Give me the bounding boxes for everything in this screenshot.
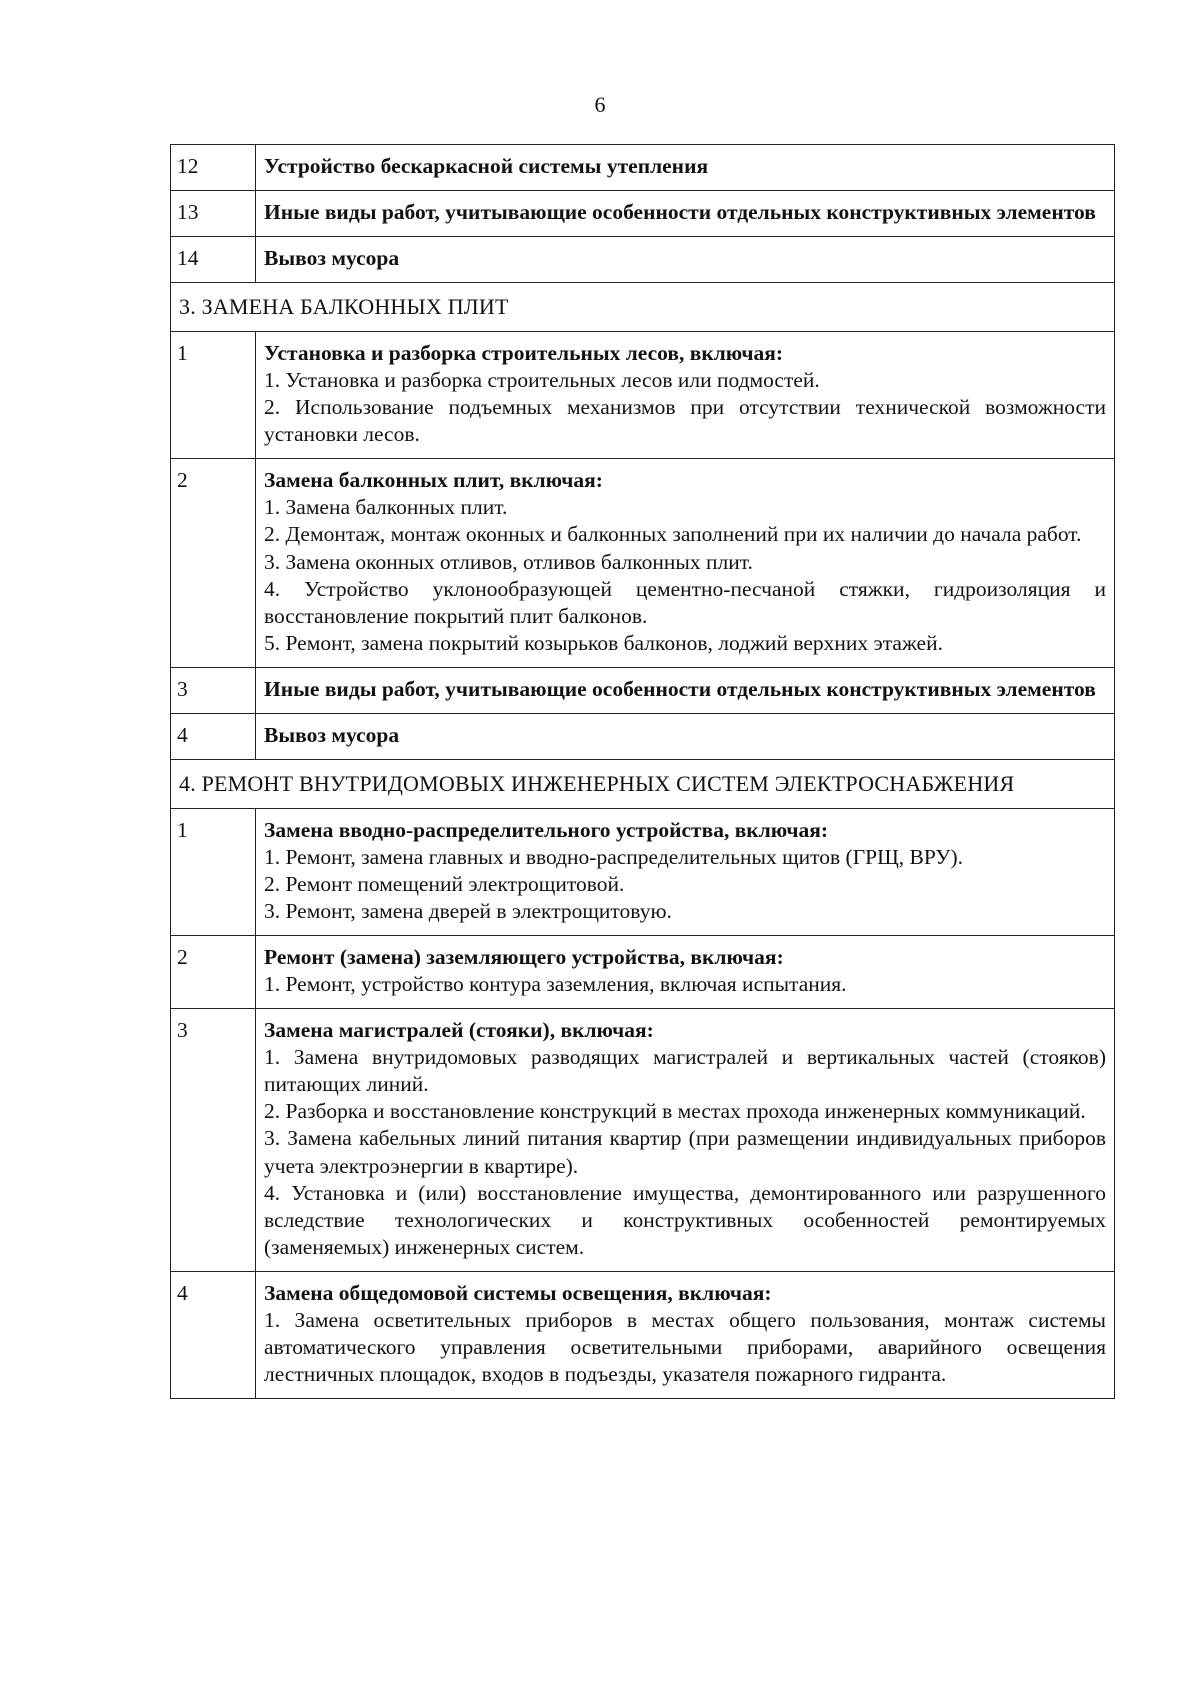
- work-sub-item: 4. Установка и (или) восстановление имущества, демонтированного или разрушенного вследствие технологических и конструктивных особенностей ремонтируемых (заменяемых) инженерных систем.: [264, 1180, 1106, 1259]
- row-number: 2: [171, 459, 256, 668]
- row-number: 13: [171, 191, 256, 237]
- row-number: 1: [171, 331, 256, 458]
- work-heading: Ремонт (замена) заземляющего устройства, включая:: [264, 945, 784, 969]
- table-row: [171, 936, 1115, 1009]
- table-row: [171, 237, 1115, 283]
- row-content: [256, 191, 1115, 237]
- row-content: [256, 713, 1115, 759]
- work-sub-item: 2. Использование подъемных механизмов при отсутствии технической возможности установки лесов.: [264, 395, 1106, 447]
- works-table: [170, 144, 1115, 1399]
- row-number: 4: [171, 713, 256, 759]
- table-row: [171, 667, 1115, 713]
- row-content: [256, 936, 1115, 1009]
- page-number: 6: [594, 92, 606, 117]
- work-sub-item: 5. Ремонт, замена покрытий козырьков балконов, лоджий верхних этажей.: [264, 630, 943, 655]
- row-number: 3: [171, 667, 256, 713]
- work-heading: Замена балконных плит, включая:: [264, 468, 603, 493]
- work-sub-item: 3. Замена оконных отливов, отливов балконных плит.: [264, 549, 753, 574]
- work-heading: Иные виды работ, учитывающие особенности отдельных конструктивных элементов: [264, 676, 1096, 701]
- work-heading: Установка и разборка строительных лесов, включая:: [264, 340, 784, 365]
- row-content: [256, 459, 1115, 668]
- row-number: 1: [171, 808, 256, 935]
- table-row: [171, 191, 1115, 237]
- row-content: [256, 145, 1115, 191]
- work-sub-item: 4. Устройство уклонообразующей цементно-песчаной стяжки, гидроизоляция и восстановление покрытий плит балконов.: [264, 576, 1106, 628]
- work-sub-item: 1. Замена балконных плит.: [264, 495, 508, 520]
- work-sub-item: 1. Замена внутридомовых разводящих магистралей и вертикальных частей (стояков) питающих линий.: [264, 1045, 1106, 1097]
- table-row: [171, 1271, 1115, 1398]
- work-heading: Замена общедомовой системы освещения, включая:: [264, 1280, 772, 1305]
- section-title: 3. ЗАМЕНА БАЛКОННЫХ ПЛИТ: [171, 283, 1115, 332]
- work-heading: Устройство бескаркасной системы утепления: [264, 154, 709, 178]
- row-content: [256, 1271, 1115, 1398]
- row-content: [256, 808, 1115, 935]
- row-content: [256, 667, 1115, 713]
- work-sub-item: 1. Ремонт, устройство контура заземления, включая испытания.: [264, 972, 847, 997]
- row-content: [256, 1009, 1115, 1272]
- row-content: [256, 237, 1115, 283]
- table-row: [171, 331, 1115, 458]
- row-number: 14: [171, 237, 256, 283]
- row-number: 4: [171, 1271, 256, 1398]
- section-title: 4. РЕМОНТ ВНУТРИДОМОВЫХ ИНЖЕНЕРНЫХ СИСТЕМ ЭЛЕКТРОСНАБЖЕНИЯ: [171, 759, 1115, 808]
- row-number: 2: [171, 936, 256, 1009]
- section-header-row: [171, 283, 1115, 332]
- work-heading: Замена вводно-распределительного устройства, включая:: [264, 817, 829, 842]
- work-sub-item: 3. Замена кабельных линий питания квартир (при размещении индивидуальных приборов учета электроэнергии в квартире).: [264, 1126, 1106, 1178]
- work-sub-item: 2. Разборка и восстановление конструкций в местах прохода инженерных коммуникаций.: [264, 1099, 1086, 1124]
- work-heading: Вывоз мусора: [264, 722, 400, 747]
- work-sub-item: 1. Замена осветительных приборов в местах общего пользования, монтаж системы автоматического управления осветительными приборами, аварийного освещения лестничных площадок, входов в подъезды, указателя пожарного гидранта.: [264, 1307, 1106, 1387]
- row-content: [256, 331, 1115, 458]
- row-number: 3: [171, 1009, 256, 1272]
- work-sub-item: 3. Ремонт, замена дверей в электрощитовую.: [264, 898, 672, 923]
- work-sub-item: 2. Ремонт помещений электрощитовой.: [264, 871, 625, 896]
- work-sub-item: 2. Демонтаж, монтаж оконных и балконных заполнений при их наличии до начала работ.: [264, 522, 1082, 547]
- works-table-body: [171, 145, 1115, 1399]
- table-row: [171, 713, 1115, 759]
- work-heading: Иные виды работ, учитывающие особенности отдельных конструктивных элементов: [264, 200, 1096, 225]
- work-sub-item: 1. Установка и разборка строительных лесов или подмостей.: [264, 368, 820, 393]
- row-number: 12: [171, 145, 256, 191]
- table-row: [171, 1009, 1115, 1272]
- section-header-row: [171, 759, 1115, 808]
- table-row: [171, 808, 1115, 935]
- work-sub-item: 1. Ремонт, замена главных и вводно-распределительных щитов (ГРЩ, ВРУ).: [264, 844, 964, 869]
- table-row: [171, 459, 1115, 668]
- table-row: [171, 145, 1115, 191]
- work-heading: Замена магистралей (стояки), включая:: [264, 1018, 654, 1043]
- work-heading: Вывоз мусора: [264, 246, 400, 271]
